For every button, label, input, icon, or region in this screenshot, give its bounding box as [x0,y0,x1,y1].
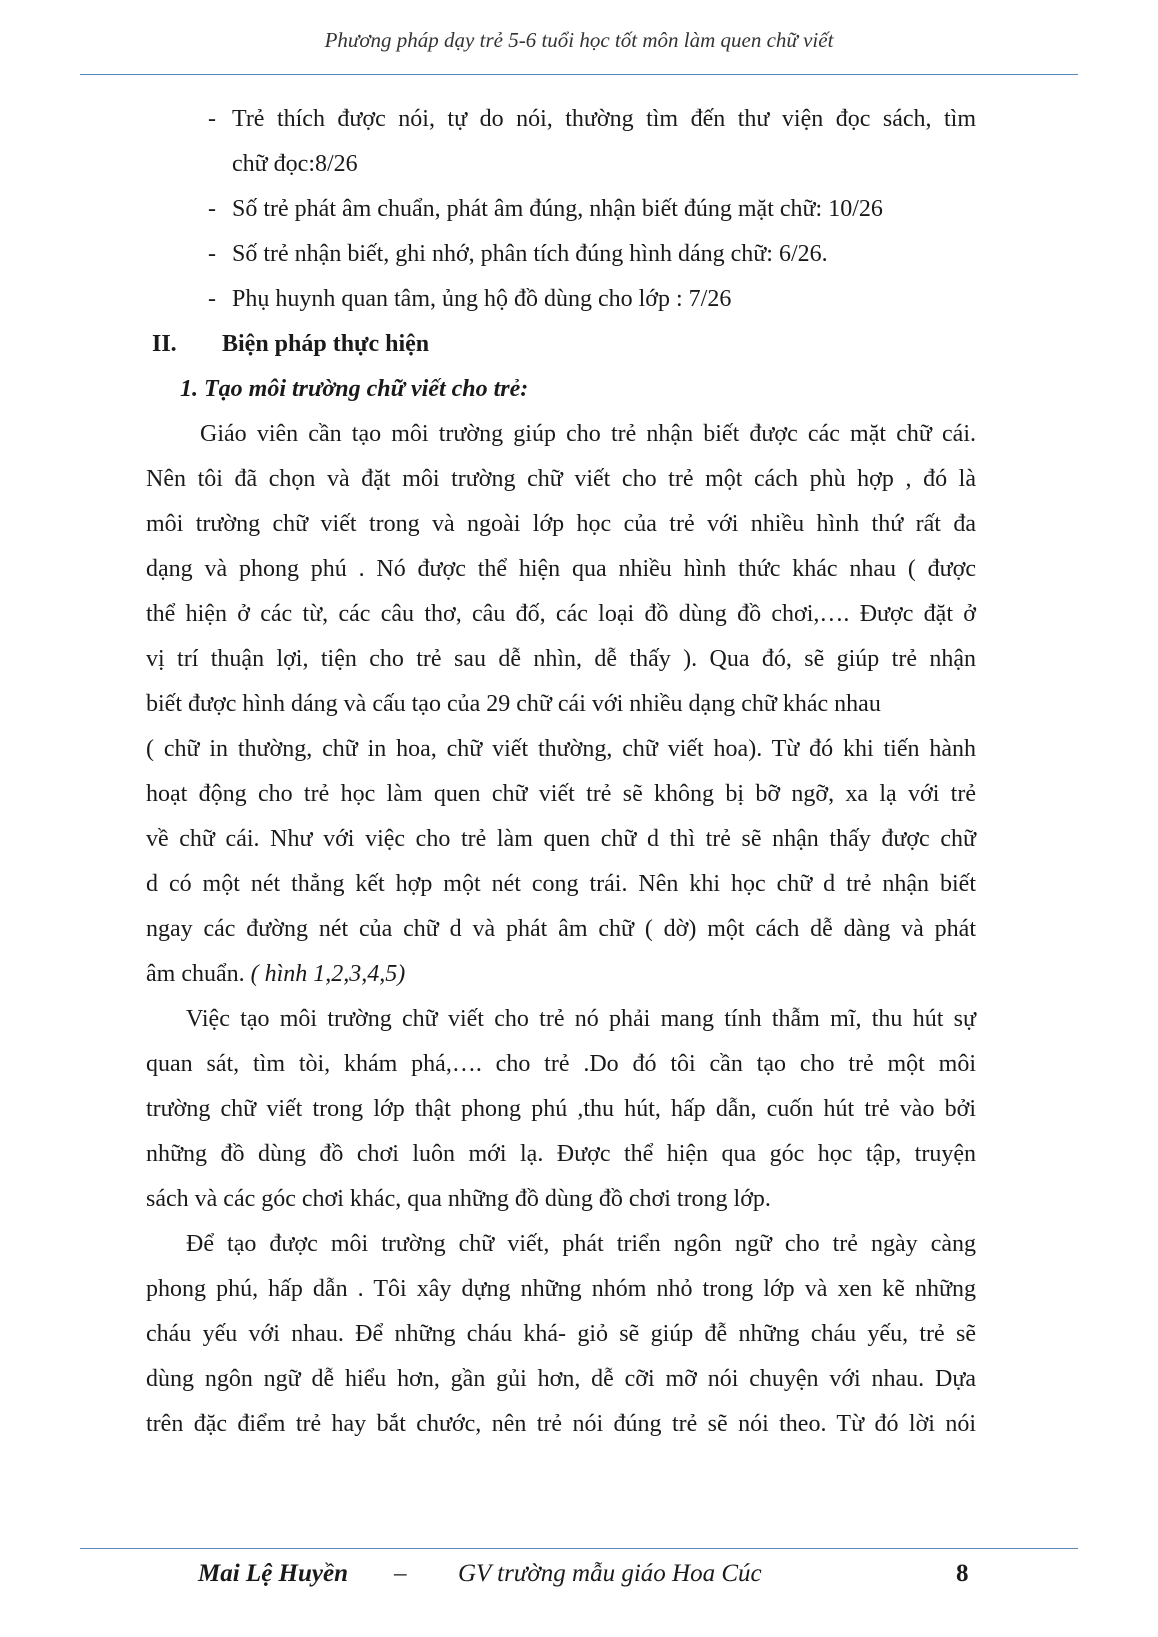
section-number: II. [152,331,177,357]
paragraph-line: Nên tôi đã chọn và đặt môi trường chữ viết cho trẻ một cách phù hợp , đó là [146,466,976,492]
paragraph-line: trường chữ viết trong lớp thật phong phú ,thu hút, hấp dẫn, cuốn hút trẻ vào bởi [146,1096,976,1122]
bullet-line: Phụ huynh quan tâm, ủng hộ đồ dùng cho lớp : 7/26 [232,286,732,312]
paragraph-line: vị trí thuận lợi, tiện cho trẻ sau dễ nhìn, dễ thấy ). Qua đó, sẽ giúp trẻ nhận [146,646,976,672]
bullet-dash: - [208,241,216,267]
paragraph-line: d có một nét thẳng kết hợp một nét cong trái. Nên khi học chữ d trẻ nhận biết [146,871,976,897]
paragraph-line: hoạt động cho trẻ học làm quen chữ viết trẻ sẽ không bị bỡ ngỡ, xa lạ với trẻ [146,781,976,807]
footer-rule [80,1548,1078,1549]
subsection-title: 1. Tạo môi trường chữ viết cho trẻ: [180,376,529,402]
paragraph-line: thể hiện ở các từ, các câu thơ, câu đố, các loại đồ dùng đồ chơi,…. Được đặt ở [146,601,976,627]
paragraph-line: những đồ dùng đồ chơi luôn mới lạ. Được thể hiện qua góc học tập, truyện [146,1141,976,1167]
paragraph-line: cháu yếu với nhau. Để những cháu khá- giỏ sẽ giúp đễ những cháu yếu, trẻ sẽ [146,1321,976,1347]
footer-school: GV trường mẫu giáo Hoa Cúc [458,1560,762,1587]
paragraph-line: Để tạo được môi trường chữ viết, phát triển ngôn ngữ cho trẻ ngày càng [186,1231,976,1257]
paragraph-line: về chữ cái. Như với việc cho trẻ làm quen chữ d thì trẻ sẽ nhận thấy được chữ [146,826,976,852]
running-header: Phương pháp dạy trẻ 5-6 tuổi học tốt môn làm quen chữ viết [324,28,834,52]
bullet-dash: - [208,196,216,222]
bullet-line: Số trẻ nhận biết, ghi nhớ, phân tích đúng hình dáng chữ: 6/26. [232,241,828,267]
page-number: 8 [956,1560,969,1587]
paragraph-line: Giáo viên cần tạo môi trường giúp cho trẻ nhận biết được các mặt chữ cái. [200,421,976,447]
paragraph-line: Việc tạo môi trường chữ viết cho trẻ nó phải mang tính thẫm mĩ, thu hút sự [186,1006,976,1032]
bullet-line: chữ đọc:8/26 [232,151,358,177]
paragraph-line: dùng ngôn ngữ dễ hiểu hơn, gần gủi hơn, dễ cỡi mỡ nói chuyện với nhau. Dựa [146,1366,976,1392]
footer-author: Mai Lệ Huyền [198,1560,348,1587]
paragraph-line: biết được hình dáng và cấu tạo của 29 chữ cái với nhiều dạng chữ khác nhau [146,691,881,717]
paragraph-text: âm chuẩn. [146,961,251,987]
paragraph-last-line [146,959,976,989]
section-title: Biện pháp thực hiện [222,331,430,357]
paragraph-line: môi trường chữ viết trong và ngoài lớp học của trẻ với nhiều hình thứ rất đa [146,511,976,537]
paragraph-line: quan sát, tìm tòi, khám phá,…. cho trẻ .Do đó tôi cần tạo cho trẻ một môi [146,1051,976,1077]
footer-dash: – [394,1560,407,1587]
paragraph-line: ( chữ in thường, chữ in hoa, chữ viết thường, chữ viết hoa). Từ đó khi tiến hành [146,736,976,762]
figure-reference: ( hình 1,2,3,4,5) [250,961,406,987]
paragraph-line: trên đặc điểm trẻ hay bắt chước, nên trẻ nói đúng trẻ sẽ nói theo. Từ đó lời nói [146,1411,976,1437]
paragraph-line: dạng và phong phú . Nó được thể hiện qua nhiều hình thức khác nhau ( được [146,556,976,582]
bullet-line: Trẻ thích được nói, tự do nói, thường tìm đến thư viện đọc sách, tìm [232,106,976,132]
header-rule [80,74,1078,75]
bullet-dash: - [208,106,216,132]
paragraph-line: phong phú, hấp dẫn . Tôi xây dựng những nhóm nhỏ trong lớp và xen kẽ những [146,1276,976,1302]
paragraph-line: ngay các đường nét của chữ d và phát âm chữ ( dờ) một cách dễ dàng và phát [146,916,976,942]
bullet-line: Số trẻ phát âm chuẩn, phát âm đúng, nhận biết đúng mặt chữ: 10/26 [232,196,883,222]
bullet-dash: - [208,286,216,312]
paragraph-line: sách và các góc chơi khác, qua những đồ dùng đồ chơi trong lớp. [146,1186,771,1212]
